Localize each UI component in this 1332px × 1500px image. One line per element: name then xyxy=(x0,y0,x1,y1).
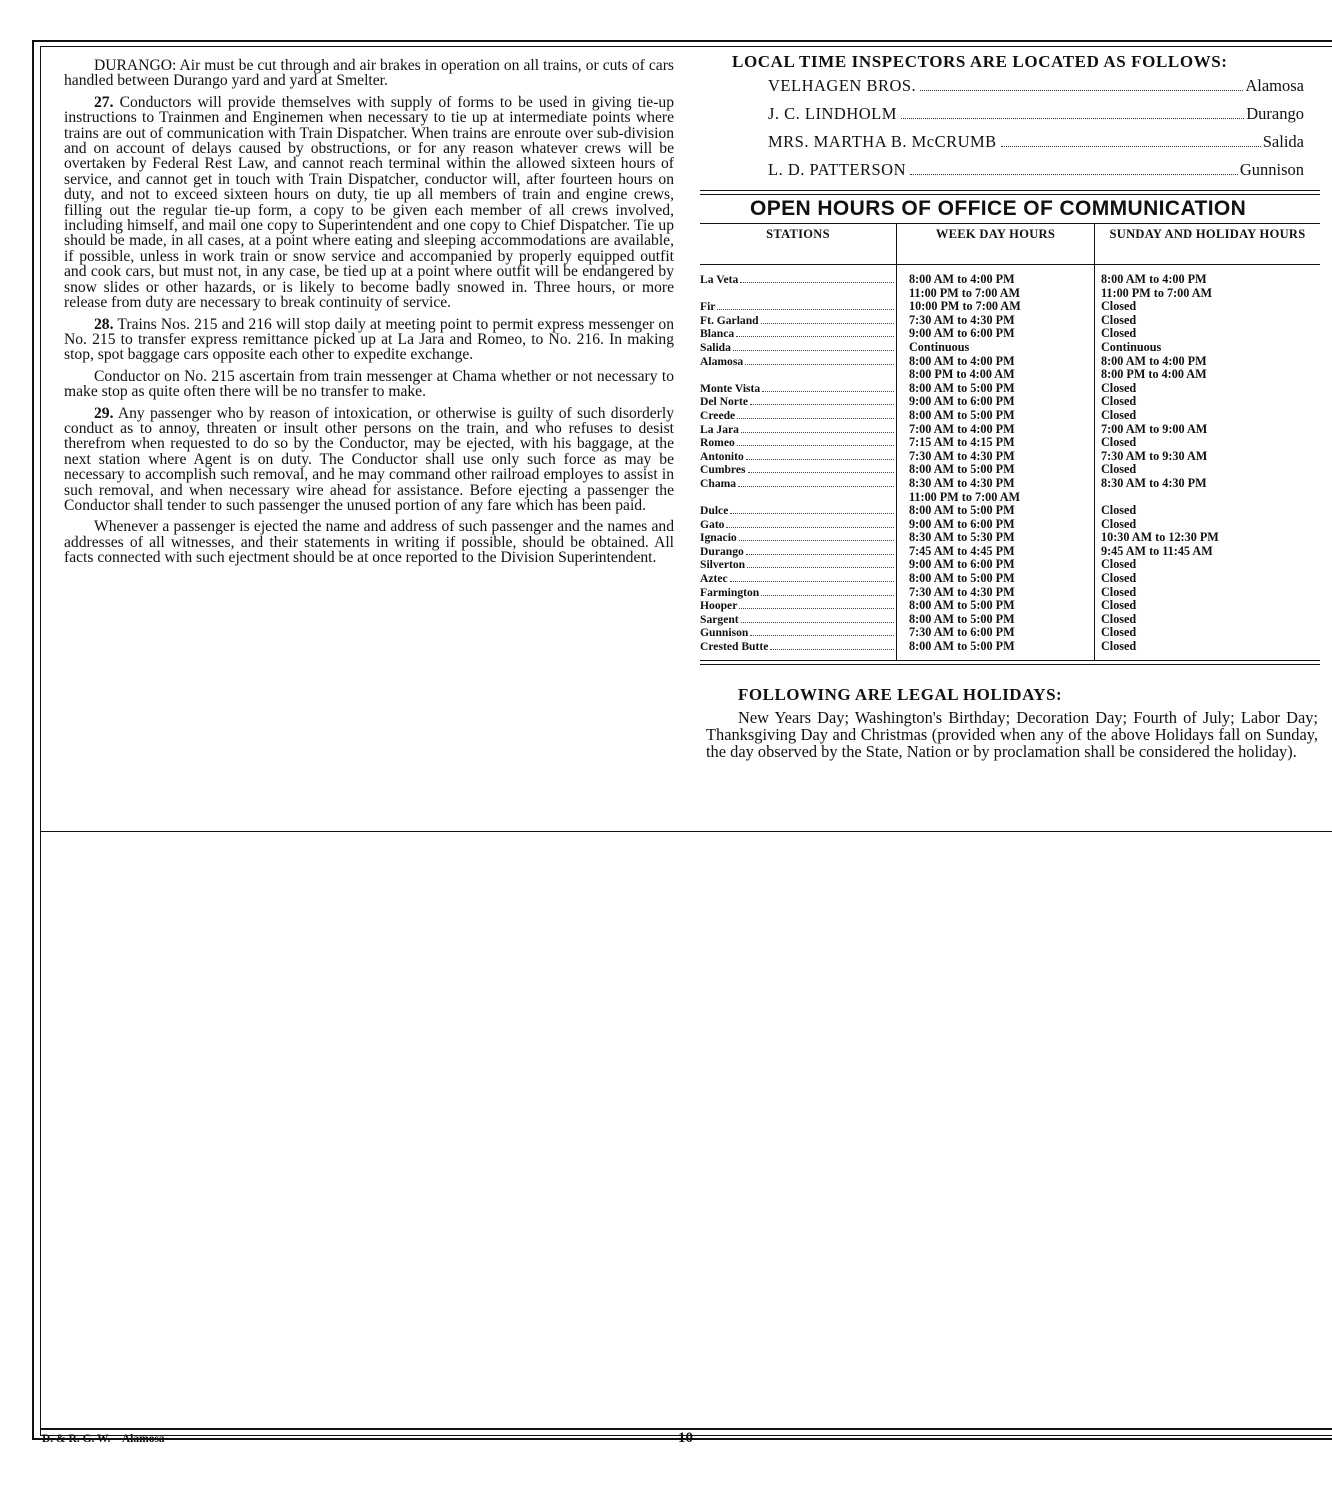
sunday-hours-cell: Continuous xyxy=(1101,339,1162,354)
sunday-hours-cell: Closed xyxy=(1101,598,1137,613)
station-name: La Veta xyxy=(700,273,739,286)
holidays-heading: FOLLOWING ARE LEGAL HOLIDAYS: xyxy=(738,684,1063,704)
week-hours-cell: 7:45 AM to 4:45 PM xyxy=(897,545,1095,559)
rule-27 xyxy=(64,95,674,311)
table-row xyxy=(700,355,1320,369)
station-name: Antonito xyxy=(700,449,744,463)
station-cell xyxy=(700,477,897,491)
leader-dots xyxy=(761,323,894,324)
sunday-hours-cell: 8:00 PM to 4:00 AM xyxy=(1101,367,1207,382)
station-name: Romeo xyxy=(700,436,735,450)
sunday-hours-cell: Closed xyxy=(1101,584,1137,599)
leader-dots xyxy=(910,174,1238,175)
inspector-row xyxy=(768,156,1304,184)
station-name: Alamosa xyxy=(700,354,744,368)
station-cell xyxy=(700,626,897,640)
week-hours-cell: 8:30 AM to 5:30 PM xyxy=(897,531,1095,545)
double-rule xyxy=(700,660,1320,665)
table-row xyxy=(700,626,1320,640)
station-cell xyxy=(700,558,897,572)
rule-29 xyxy=(64,406,674,514)
sunday-hours-cell xyxy=(1095,491,1321,505)
station-name: Salida xyxy=(700,340,731,354)
sunday-hours-cell: Closed xyxy=(1101,394,1137,409)
footer-imprint: D. & R. G. W.—Alamosa xyxy=(42,1433,165,1445)
rule-text: Whenever a passenger is ejected the name and address of such passenger and the names and addresses of all witnesses, and their statements in writing if possible, should be obtained. All facts connected with such ejectment should be at once reported to the Division Superintendent. xyxy=(64,518,674,567)
week-hours-cell: 9:00 AM to 6:00 PM xyxy=(897,395,1095,409)
station-name: Fir xyxy=(700,300,716,314)
section-divider xyxy=(40,831,1332,832)
inspector-location: Salida xyxy=(1262,132,1304,151)
leader-dots xyxy=(762,391,894,392)
leader-dots xyxy=(726,527,894,528)
station-name: Hooper xyxy=(700,599,738,613)
station-cell xyxy=(700,382,897,396)
station-cell xyxy=(700,327,897,341)
sunday-hours-cell: 10:30 AM to 12:30 PM xyxy=(1101,530,1219,545)
week-hours-cell: 10:00 PM to 7:00 AM xyxy=(897,300,1095,314)
table-row xyxy=(700,300,1320,314)
week-hours-cell: 11:00 PM to 7:00 AM xyxy=(897,491,1095,505)
table-row xyxy=(700,491,1320,505)
station-name: Durango xyxy=(700,544,744,558)
station-cell xyxy=(700,491,897,505)
table-row xyxy=(700,586,1320,600)
station-name: Monte Vista xyxy=(700,381,761,395)
leader-dots xyxy=(741,432,894,433)
leader-dots xyxy=(745,364,894,365)
sunday-hours-cell: Closed xyxy=(1101,312,1137,327)
inspector-location: Alamosa xyxy=(1245,76,1304,95)
week-hours-cell: 8:00 AM to 5:00 PM xyxy=(897,613,1095,627)
station-name: Farmington xyxy=(700,585,760,599)
week-hours-cell: 8:00 PM to 4:00 AM xyxy=(897,368,1095,382)
table-row xyxy=(700,287,1320,301)
station-name: Dulce xyxy=(700,504,729,518)
station-name: Gunnison xyxy=(700,626,749,640)
week-hours-cell: 8:30 AM to 4:30 PM xyxy=(897,477,1095,491)
station-name: Blanca xyxy=(700,327,735,341)
sunday-hours-cell: 7:30 AM to 9:30 AM xyxy=(1101,448,1208,463)
station-cell xyxy=(700,450,897,464)
inspector-row xyxy=(768,100,1304,128)
leader-dots xyxy=(738,486,894,487)
inspector-name: VELHAGEN BROS. xyxy=(768,76,917,95)
station-cell xyxy=(700,287,897,301)
week-hours-cell: 7:30 AM to 4:30 PM xyxy=(897,586,1095,600)
leader-dots xyxy=(741,622,894,623)
station-cell xyxy=(700,504,897,518)
week-hours-cell: 9:00 AM to 6:00 PM xyxy=(897,518,1095,532)
station-name: Aztec xyxy=(700,572,728,586)
rule-number: 29. xyxy=(94,404,114,422)
week-hours-cell: 7:30 AM to 4:30 PM xyxy=(897,450,1095,464)
leader-dots xyxy=(737,418,894,419)
table-row xyxy=(700,436,1320,450)
col-week-day: WEEK DAY HOURS xyxy=(897,224,1095,265)
page-number: 10 xyxy=(678,1430,693,1446)
station-cell xyxy=(700,613,897,627)
durango-paragraph xyxy=(64,58,674,89)
leader-dots xyxy=(739,608,894,609)
station-name: Gato xyxy=(700,517,725,531)
station-cell xyxy=(700,463,897,477)
leader-dots xyxy=(901,118,1244,119)
leader-dots xyxy=(770,649,894,650)
inspectors-list xyxy=(700,72,1320,184)
table-row xyxy=(700,327,1320,341)
leader-dots xyxy=(1001,146,1261,147)
inspector-name: MRS. MARTHA B. McCRUMB xyxy=(768,132,997,151)
table-row xyxy=(700,409,1320,423)
station-cell xyxy=(700,423,897,437)
table-row xyxy=(700,599,1320,613)
station-cell xyxy=(700,368,897,382)
station-name: Crested Butte xyxy=(700,640,769,654)
leader-dots xyxy=(736,336,894,337)
week-hours-cell: 8:00 AM to 5:00 PM xyxy=(897,599,1095,613)
leader-dots xyxy=(746,459,894,460)
station-name: Chama xyxy=(700,476,737,490)
table-row xyxy=(700,504,1320,518)
rules-column xyxy=(64,58,674,572)
leader-dots xyxy=(747,567,894,568)
station-cell xyxy=(700,265,897,287)
leader-dots xyxy=(750,404,894,405)
sunday-hours-cell: Closed xyxy=(1101,516,1137,531)
rule-text: Conductors will provide themselves with supply of forms to be used in giving tie-up instructions to Trainmen and Enginemen when necessary to tie up at intermediate points where trains are out of communication with Train Dispatcher. When trains are enroute over sub-division and on account of delays caused by obstructions, or for any reason whatever crews will be overtaken by Federal Rest Law, and cannot reach terminal within the allowed sixteen hours of service, and cannot get in touch with Train Dispatcher, conductor will, after fourteen hours on duty, and not to exceed sixteen hours on duty, tie up all members of train and engine crews, filling out the regular tie-up form, a copy to be given each member of all crews involved, including himself, and mail one copy to Superintendent and one copy to Chief Dispatcher. Tie up should be made, in all cases, at a point where eating and sleeping accommodations are available, if possible, unless in work train or snow service and accompanied by properly equipped outfit and cook cars, but must not, in any case, be tied up at a point where outfit will be endangered by snow slides or other hazards, or is likely to become badly snowed in. Three hours, or more release from duty are necessary to break continuity of service. xyxy=(64,93,674,312)
week-hours-cell: 8:00 AM to 5:00 PM xyxy=(897,504,1095,518)
week-hours-cell: 7:30 AM to 6:00 PM xyxy=(897,626,1095,640)
sunday-hours-cell: Closed xyxy=(1101,380,1137,395)
station-cell xyxy=(700,531,897,545)
inspector-row xyxy=(768,128,1304,156)
rule-text: Conductor on No. 215 ascertain from train messenger at Chama whether or not necessary to make stop as quite often there will be no transfer to make. xyxy=(64,367,674,401)
station-cell xyxy=(700,300,897,314)
sunday-hours-cell: 8:30 AM to 4:30 PM xyxy=(1101,475,1207,490)
table-row xyxy=(700,341,1320,355)
week-hours-cell: 8:00 AM to 4:00 PM xyxy=(897,355,1095,369)
station-name: Del Norte xyxy=(700,395,748,409)
sunday-hours-cell: 7:00 AM to 9:00 AM xyxy=(1101,421,1208,436)
week-hours-cell: 7:15 AM to 4:15 PM xyxy=(897,436,1095,450)
leader-dots xyxy=(737,445,894,446)
info-column xyxy=(700,52,1320,760)
week-hours-cell: Continuous xyxy=(897,341,1095,355)
station-name: Ft. Garland xyxy=(700,313,759,327)
rule-28-conductor xyxy=(64,369,674,400)
sunday-hours-cell: Closed xyxy=(1101,625,1137,640)
rule-text: Trains Nos. 215 and 216 will stop daily at meeting point to permit express messenger on No. 215 to transfer express remittance picked up at La Jara and Romeo, to No. 216. In making stop, spot baggage cars opposite each other to expedite exchange. xyxy=(64,315,674,364)
station-cell xyxy=(700,314,897,328)
week-hours-cell: 7:30 AM to 4:30 PM xyxy=(897,314,1095,328)
station-name: Cumbres xyxy=(700,463,746,477)
table-row xyxy=(700,423,1320,437)
col-stations: STATIONS xyxy=(700,224,897,265)
leader-dots xyxy=(730,513,894,514)
station-name: Sargent xyxy=(700,612,739,626)
sunday-hours-cell: 9:45 AM to 11:45 AM xyxy=(1101,543,1213,558)
station-cell xyxy=(700,586,897,600)
week-hours-cell: 11:00 PM to 7:00 AM xyxy=(897,287,1095,301)
week-hours-cell: 7:00 AM to 4:00 PM xyxy=(897,423,1095,437)
station-name: La Jara xyxy=(700,422,739,436)
inspector-location: Gunnison xyxy=(1239,160,1304,179)
table-row xyxy=(700,558,1320,572)
sunday-hours-cell: Closed xyxy=(1101,299,1137,314)
table-row xyxy=(700,531,1320,545)
station-name: Creede xyxy=(700,408,736,422)
week-hours-cell: 8:00 AM to 5:00 PM xyxy=(897,382,1095,396)
sunday-hours-cell: Closed xyxy=(1101,435,1137,450)
station-cell xyxy=(700,395,897,409)
week-hours-cell: 8:00 AM to 5:00 PM xyxy=(897,463,1095,477)
table-row xyxy=(700,477,1320,491)
sunday-hours-cell: Closed xyxy=(1101,611,1137,626)
rule-28 xyxy=(64,317,674,363)
leader-dots xyxy=(730,581,894,582)
sunday-hours-cell: Closed xyxy=(1101,639,1137,654)
station-cell xyxy=(700,572,897,586)
table-row xyxy=(700,265,1320,287)
inspector-name: J. C. LINDHOLM xyxy=(768,104,897,123)
table-row xyxy=(700,545,1320,559)
week-hours-cell: 8:00 AM to 5:00 PM xyxy=(897,572,1095,586)
leader-dots xyxy=(740,282,894,283)
table-row xyxy=(700,518,1320,532)
hours-body xyxy=(700,265,1320,660)
sunday-hours-cell: 11:00 PM to 7:00 AM xyxy=(1101,285,1213,300)
week-hours-cell: 8:00 AM to 5:00 PM xyxy=(897,640,1095,660)
leader-dots xyxy=(733,350,894,351)
week-hours-cell: 8:00 AM to 5:00 PM xyxy=(897,409,1095,423)
sunday-hours-cell: Closed xyxy=(1101,571,1137,586)
leader-dots xyxy=(746,554,894,555)
sunday-hours-cell: Closed xyxy=(1101,557,1137,572)
station-cell xyxy=(700,436,897,450)
table-row xyxy=(700,450,1320,464)
week-hours-cell: 9:00 AM to 6:00 PM xyxy=(897,327,1095,341)
sunday-hours-cell: 8:00 AM to 4:00 PM xyxy=(1101,353,1207,368)
leader-dots xyxy=(739,540,894,541)
table-row xyxy=(700,314,1320,328)
rule-number: 28. xyxy=(94,315,114,333)
col-sunday-holiday: SUNDAY AND HOLIDAY HOURS xyxy=(1095,224,1321,265)
station-cell xyxy=(700,341,897,355)
table-row xyxy=(700,613,1320,627)
table-row xyxy=(700,572,1320,586)
leader-dots xyxy=(748,472,894,473)
communication-heading: OPEN HOURS OF OFFICE OF COMMUNICATION xyxy=(750,197,1247,220)
hours-table xyxy=(700,223,1320,660)
inspector-location: Durango xyxy=(1246,104,1304,123)
durango-text: DURANGO: Air must be cut through and air brakes in operation on all trains, or cuts of cars handled between Durango yard and yard at Smelter. xyxy=(64,57,674,90)
leader-dots xyxy=(750,635,894,636)
sunday-hours-cell: Closed xyxy=(1101,462,1137,477)
table-row xyxy=(700,640,1320,660)
inspector-name: L. D. PATTERSON xyxy=(768,160,906,179)
inspector-row xyxy=(768,72,1304,100)
sunday-hours-cell: Closed xyxy=(1101,503,1137,518)
rule-text: Any passenger who by reason of intoxication, or otherwise is guilty of such disorderly conduct as to annoy, threaten or insult other persons on the train, and who refuses to desist therefrom when requested to do so by the Conductor, may be ejected, with his baggage, at the next station where Agent is on duty. The Conductor shall use only such force as may be necessary to accomplish such removal, and he may command other railroad employes to assist in such removal, and when necessary wire ahead for assistance. Before ejecting a passenger the Conductor shall tender to such passenger the unused portion of any fare which has been paid. xyxy=(64,404,674,514)
week-hours-cell: 8:00 AM to 4:00 PM xyxy=(897,265,1095,287)
sunday-hours-cell: Closed xyxy=(1101,407,1137,422)
sunday-hours-cell: Closed xyxy=(1101,326,1137,341)
station-name: Silverton xyxy=(700,558,746,572)
sunday-hours-cell: 8:00 AM to 4:00 PM xyxy=(1101,272,1207,286)
table-row xyxy=(700,382,1320,396)
leader-dots xyxy=(761,595,894,596)
rule-29-ejection xyxy=(64,519,674,565)
leader-dots xyxy=(920,90,1243,91)
station-cell xyxy=(700,599,897,613)
week-hours-cell: 9:00 AM to 6:00 PM xyxy=(897,558,1095,572)
station-cell xyxy=(700,640,897,660)
table-row xyxy=(700,395,1320,409)
holidays-text: New Years Day; Washington's Birthday; Decoration Day; Fourth of July; Labor Day; Thanksgiving Day and Christmas (provided when any of the above Holidays fall on Sunday, the day observed by the State, Nation or by proclamation shall be considered the holiday). xyxy=(706,707,1318,761)
station-cell xyxy=(700,545,897,559)
station-name: Ignacio xyxy=(700,531,737,545)
station-cell xyxy=(700,409,897,423)
inspectors-heading: LOCAL TIME INSPECTORS ARE LOCATED AS FOLLOWS: xyxy=(732,52,1228,71)
leader-dots xyxy=(717,309,894,310)
rule-number: 27. xyxy=(94,93,114,111)
table-row xyxy=(700,368,1320,382)
station-cell xyxy=(700,355,897,369)
table-row xyxy=(700,463,1320,477)
station-cell xyxy=(700,518,897,532)
